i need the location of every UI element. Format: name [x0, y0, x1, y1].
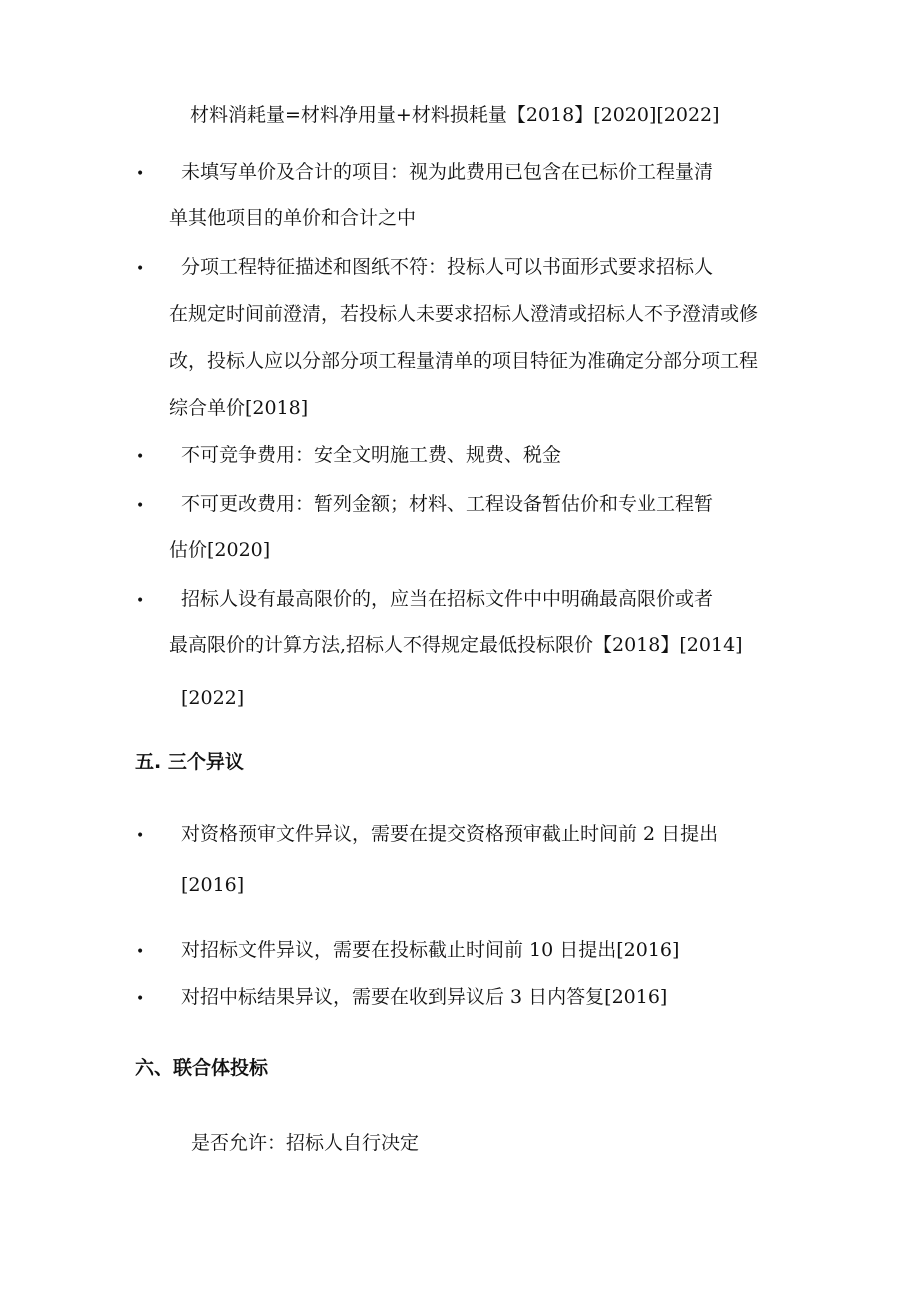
list-item-line: 最高限价的计算方法,招标人不得规定最低投标限价【2018】[2014] — [169, 634, 743, 656]
section-heading-consortium: 六、联合体投标 — [135, 1057, 269, 1079]
list-item-line: 对资格预审文件异议，需要在提交资格预审截止时间前 2 日提出 — [181, 823, 719, 845]
list-item-line: 对招标文件异议，需要在投标截止时间前 10 日提出[2016] — [181, 939, 680, 961]
list-item-line: 不可竞争费用：安全文明施工费、规费、税金 — [181, 444, 562, 466]
list-item-line: [2022] — [181, 687, 245, 709]
section-heading-objections: 五. 三个异议 — [135, 751, 244, 773]
list-item-line: 未填写单价及合计的项目：视为此费用已包含在已标价工程量清 — [181, 161, 714, 183]
bullet-marker: • — [136, 261, 145, 277]
consortium-text: 是否允许：招标人自行决定 — [191, 1132, 420, 1154]
list-item-line: 估价[2020] — [169, 539, 271, 561]
bullet-marker: • — [136, 498, 145, 514]
list-item-line: 综合单价[2018] — [169, 397, 309, 419]
list-item-line: 在规定时间前澄清，若投标人未要求招标人澄清或招标人不予澄清或修 — [169, 303, 759, 325]
bullet-marker: • — [136, 991, 145, 1007]
bullet-marker: • — [136, 944, 145, 960]
list-item-line: 改，投标人应以分部分项工程量清单的项目特征为准确定分部分项工程 — [169, 350, 759, 372]
list-item-line: 不可更改费用：暂列金额；材料、工程设备暂估价和专业工程暂 — [181, 493, 714, 515]
list-item-line: 分项工程特征描述和图纸不符：投标人可以书面形式要求招标人 — [181, 256, 714, 278]
list-item-line: 对招中标结果异议，需要在收到异议后 3 日内答复[2016] — [181, 986, 668, 1008]
list-item-line: 单其他项目的单价和合计之中 — [169, 207, 417, 229]
list-item-line: 招标人设有最高限价的，应当在招标文件中中明确最高限价或者 — [181, 588, 714, 610]
bullet-marker: • — [136, 828, 145, 844]
bullet-marker: • — [136, 166, 145, 182]
bullet-marker: • — [136, 593, 145, 609]
list-item-line: [2016] — [181, 874, 245, 896]
formula-line: 材料消耗量=材料净用量+材料损耗量【2018】[2020][2022] — [190, 104, 720, 126]
bullet-marker: • — [136, 449, 145, 465]
